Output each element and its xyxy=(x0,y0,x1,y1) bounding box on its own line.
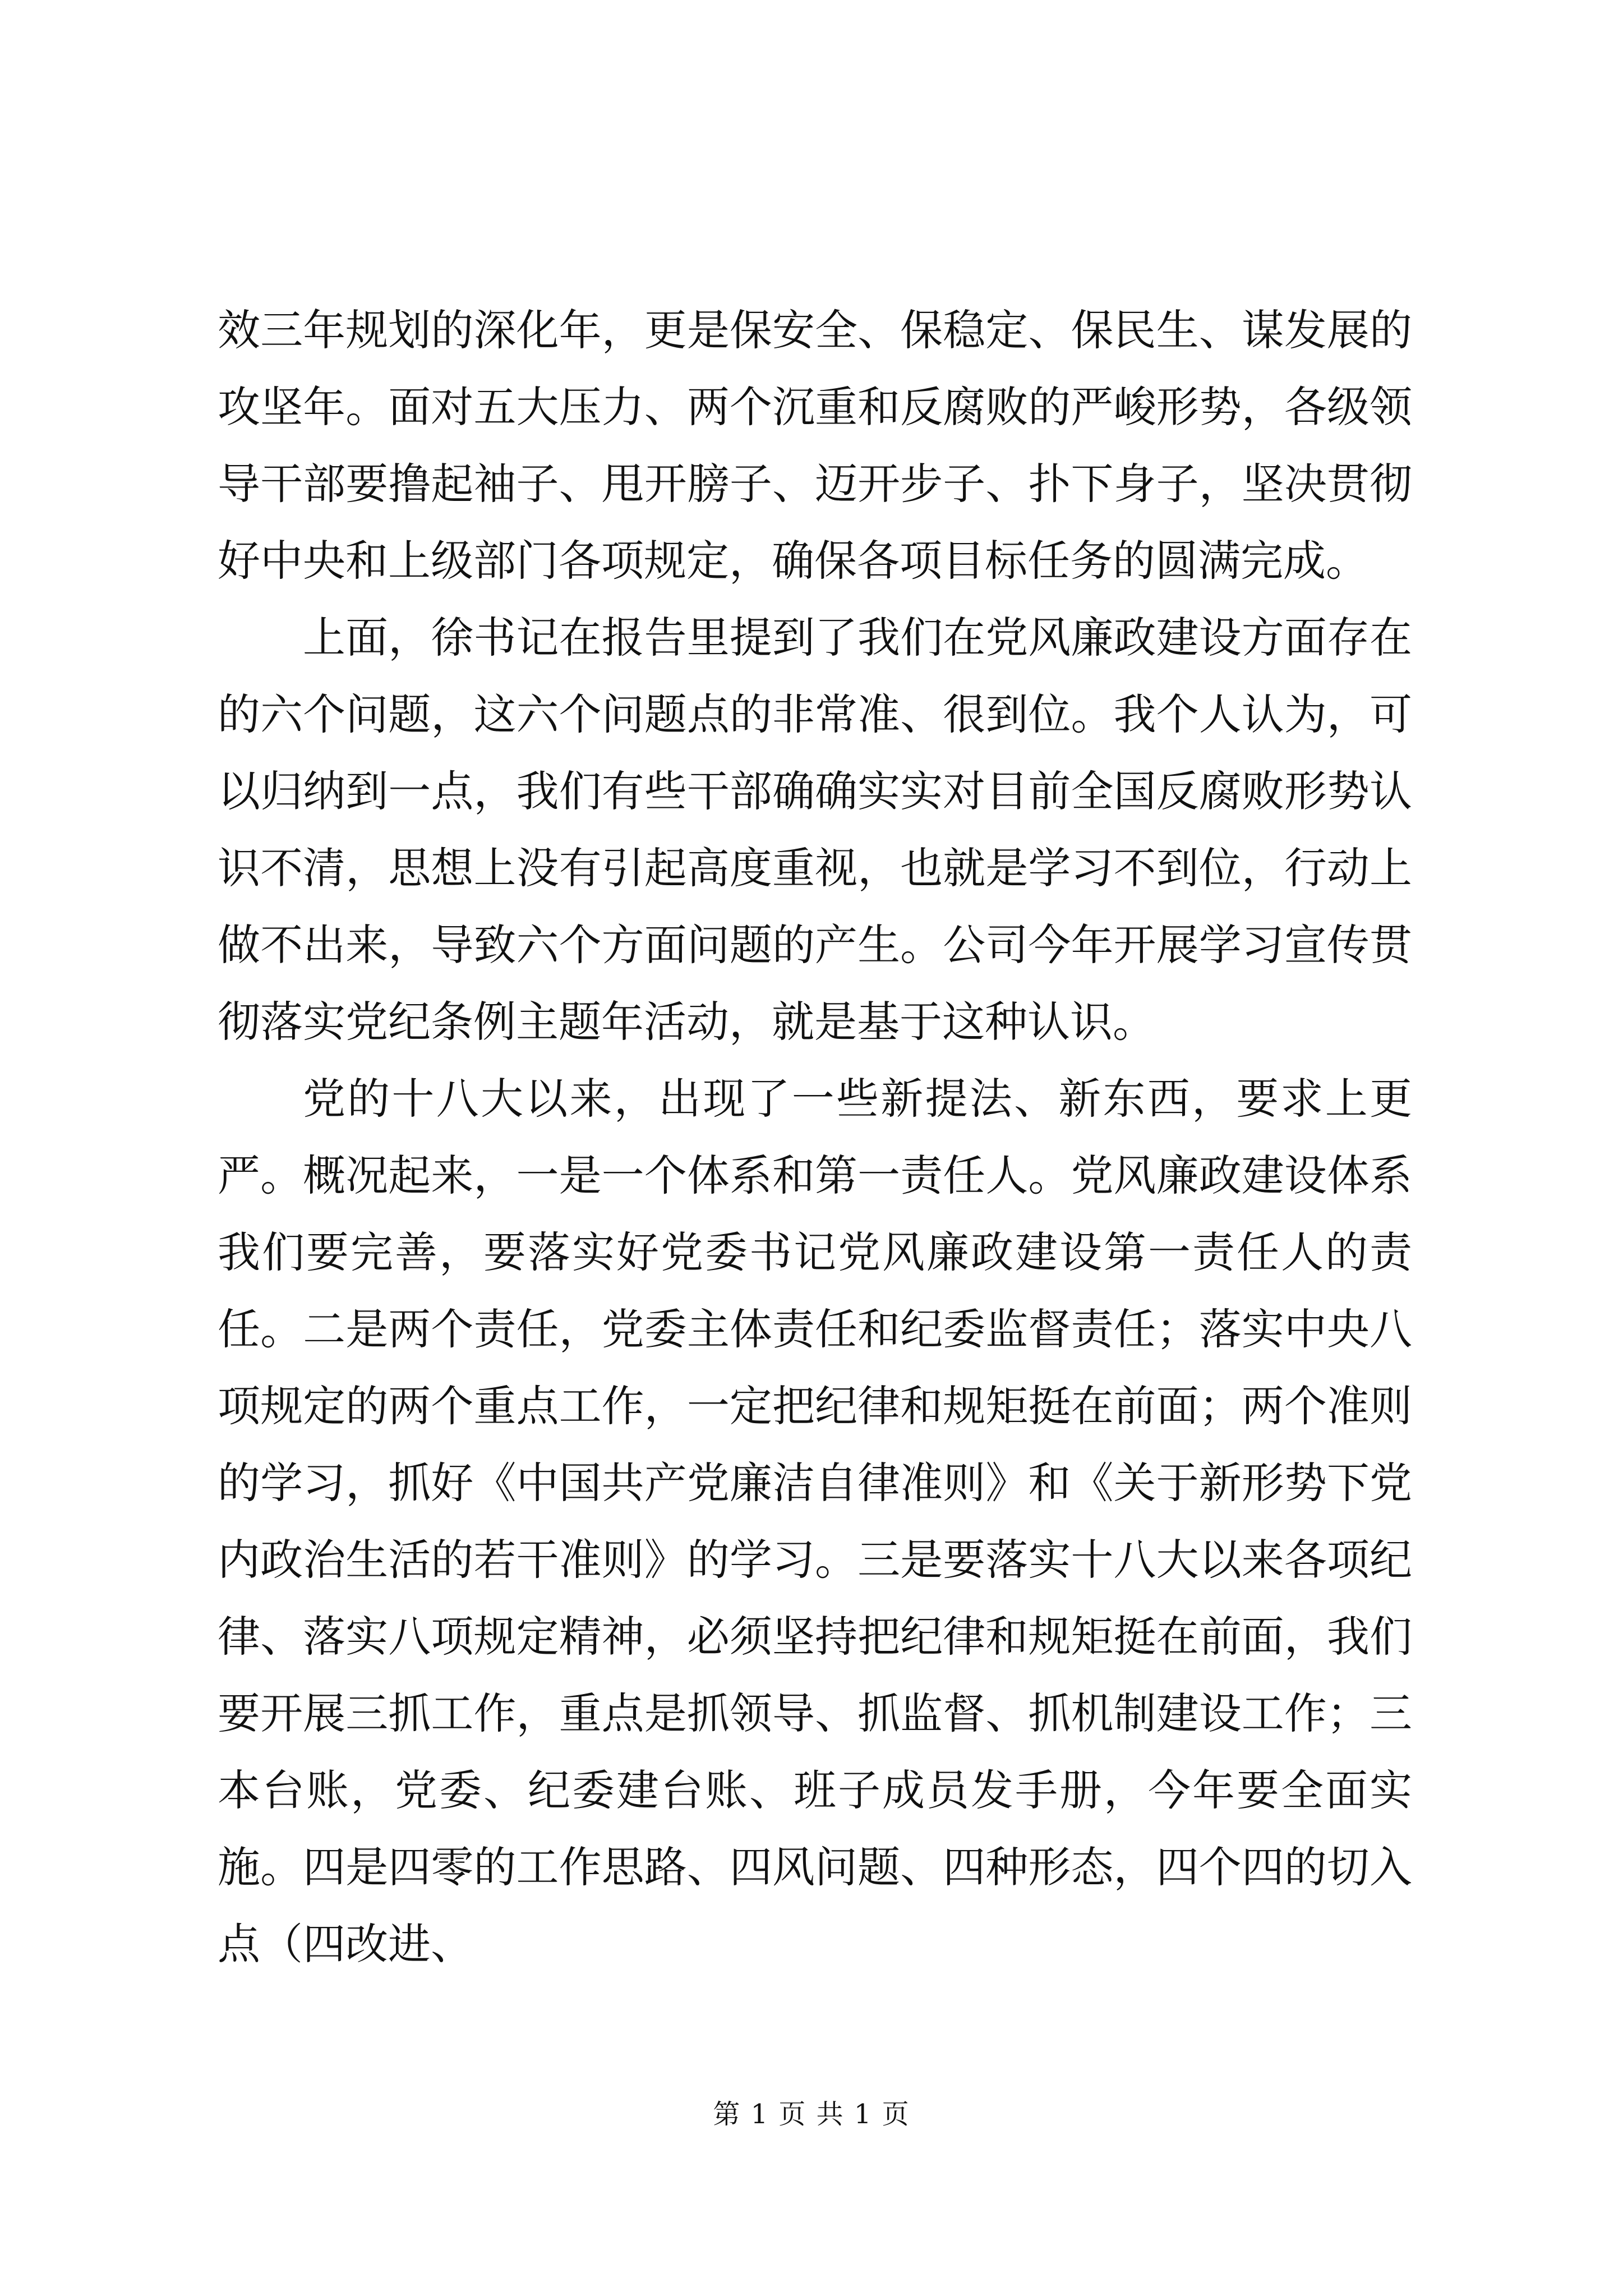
paragraph-1: 效三年规划的深化年，更是保安全、保稳定、保民生、谋发展的攻坚年。面对五大压力、两个沉重和反腐败的严峻形势，各级领导干部要撸起袖子、甩开膀子、迈开步子、扑下身子，坚决贯彻好中央和上级部门各项规定，确保各项目标任务的圆满完成。 xyxy=(218,305,1412,586)
paragraph-3: 党的十八大以来，出现了一些新提法、新东西，要求上更严。概况起来，一是一个体系和第一责任人。党风廉政建设体系我们要完善，要落实好党委书记党风廉政建设第一责任人的责任。二是两个责任，党委主体责任和纪委监督责任；落实中央八项规定的两个重点工作，一定把纪律和规矩挺在前面；两个准则的学习，抓好《中国共产党廉洁自律准则》和《关于新形势下党内政治生活的若干准则》的学习。三是要落实十八大以来各项纪律、落实八项规定精神，必须坚持把纪律和规矩挺在前面，我们要开展三抓工作，重点是抓领导、抓监督、抓机制建设工作；三本台账，党委、纪委建台账、班子成员发手册，今年要全面实施。四是四零的工作思路、四风问题、四种形态，四个四的切入点（四改进、 xyxy=(218,1074,1412,1969)
document-body xyxy=(218,292,1412,1982)
page-footer: 第 1 页 共 1 页 xyxy=(713,2099,910,2130)
paragraph-2: 上面，徐书记在报告里提到了我们在党风廉政建设方面存在的六个问题，这六个问题点的非常准、很到位。我个人认为，可以归纳到一点，我们有些干部确确实实对目前全国反腐败形势认识不清，思想上没有引起高度重视，也就是学习不到位，行动上做不出来，导致六个方面问题的产生。公司今年开展学习宣传贯彻落实党纪条例主题年活动，就是基于这种认识。 xyxy=(218,613,1412,1047)
